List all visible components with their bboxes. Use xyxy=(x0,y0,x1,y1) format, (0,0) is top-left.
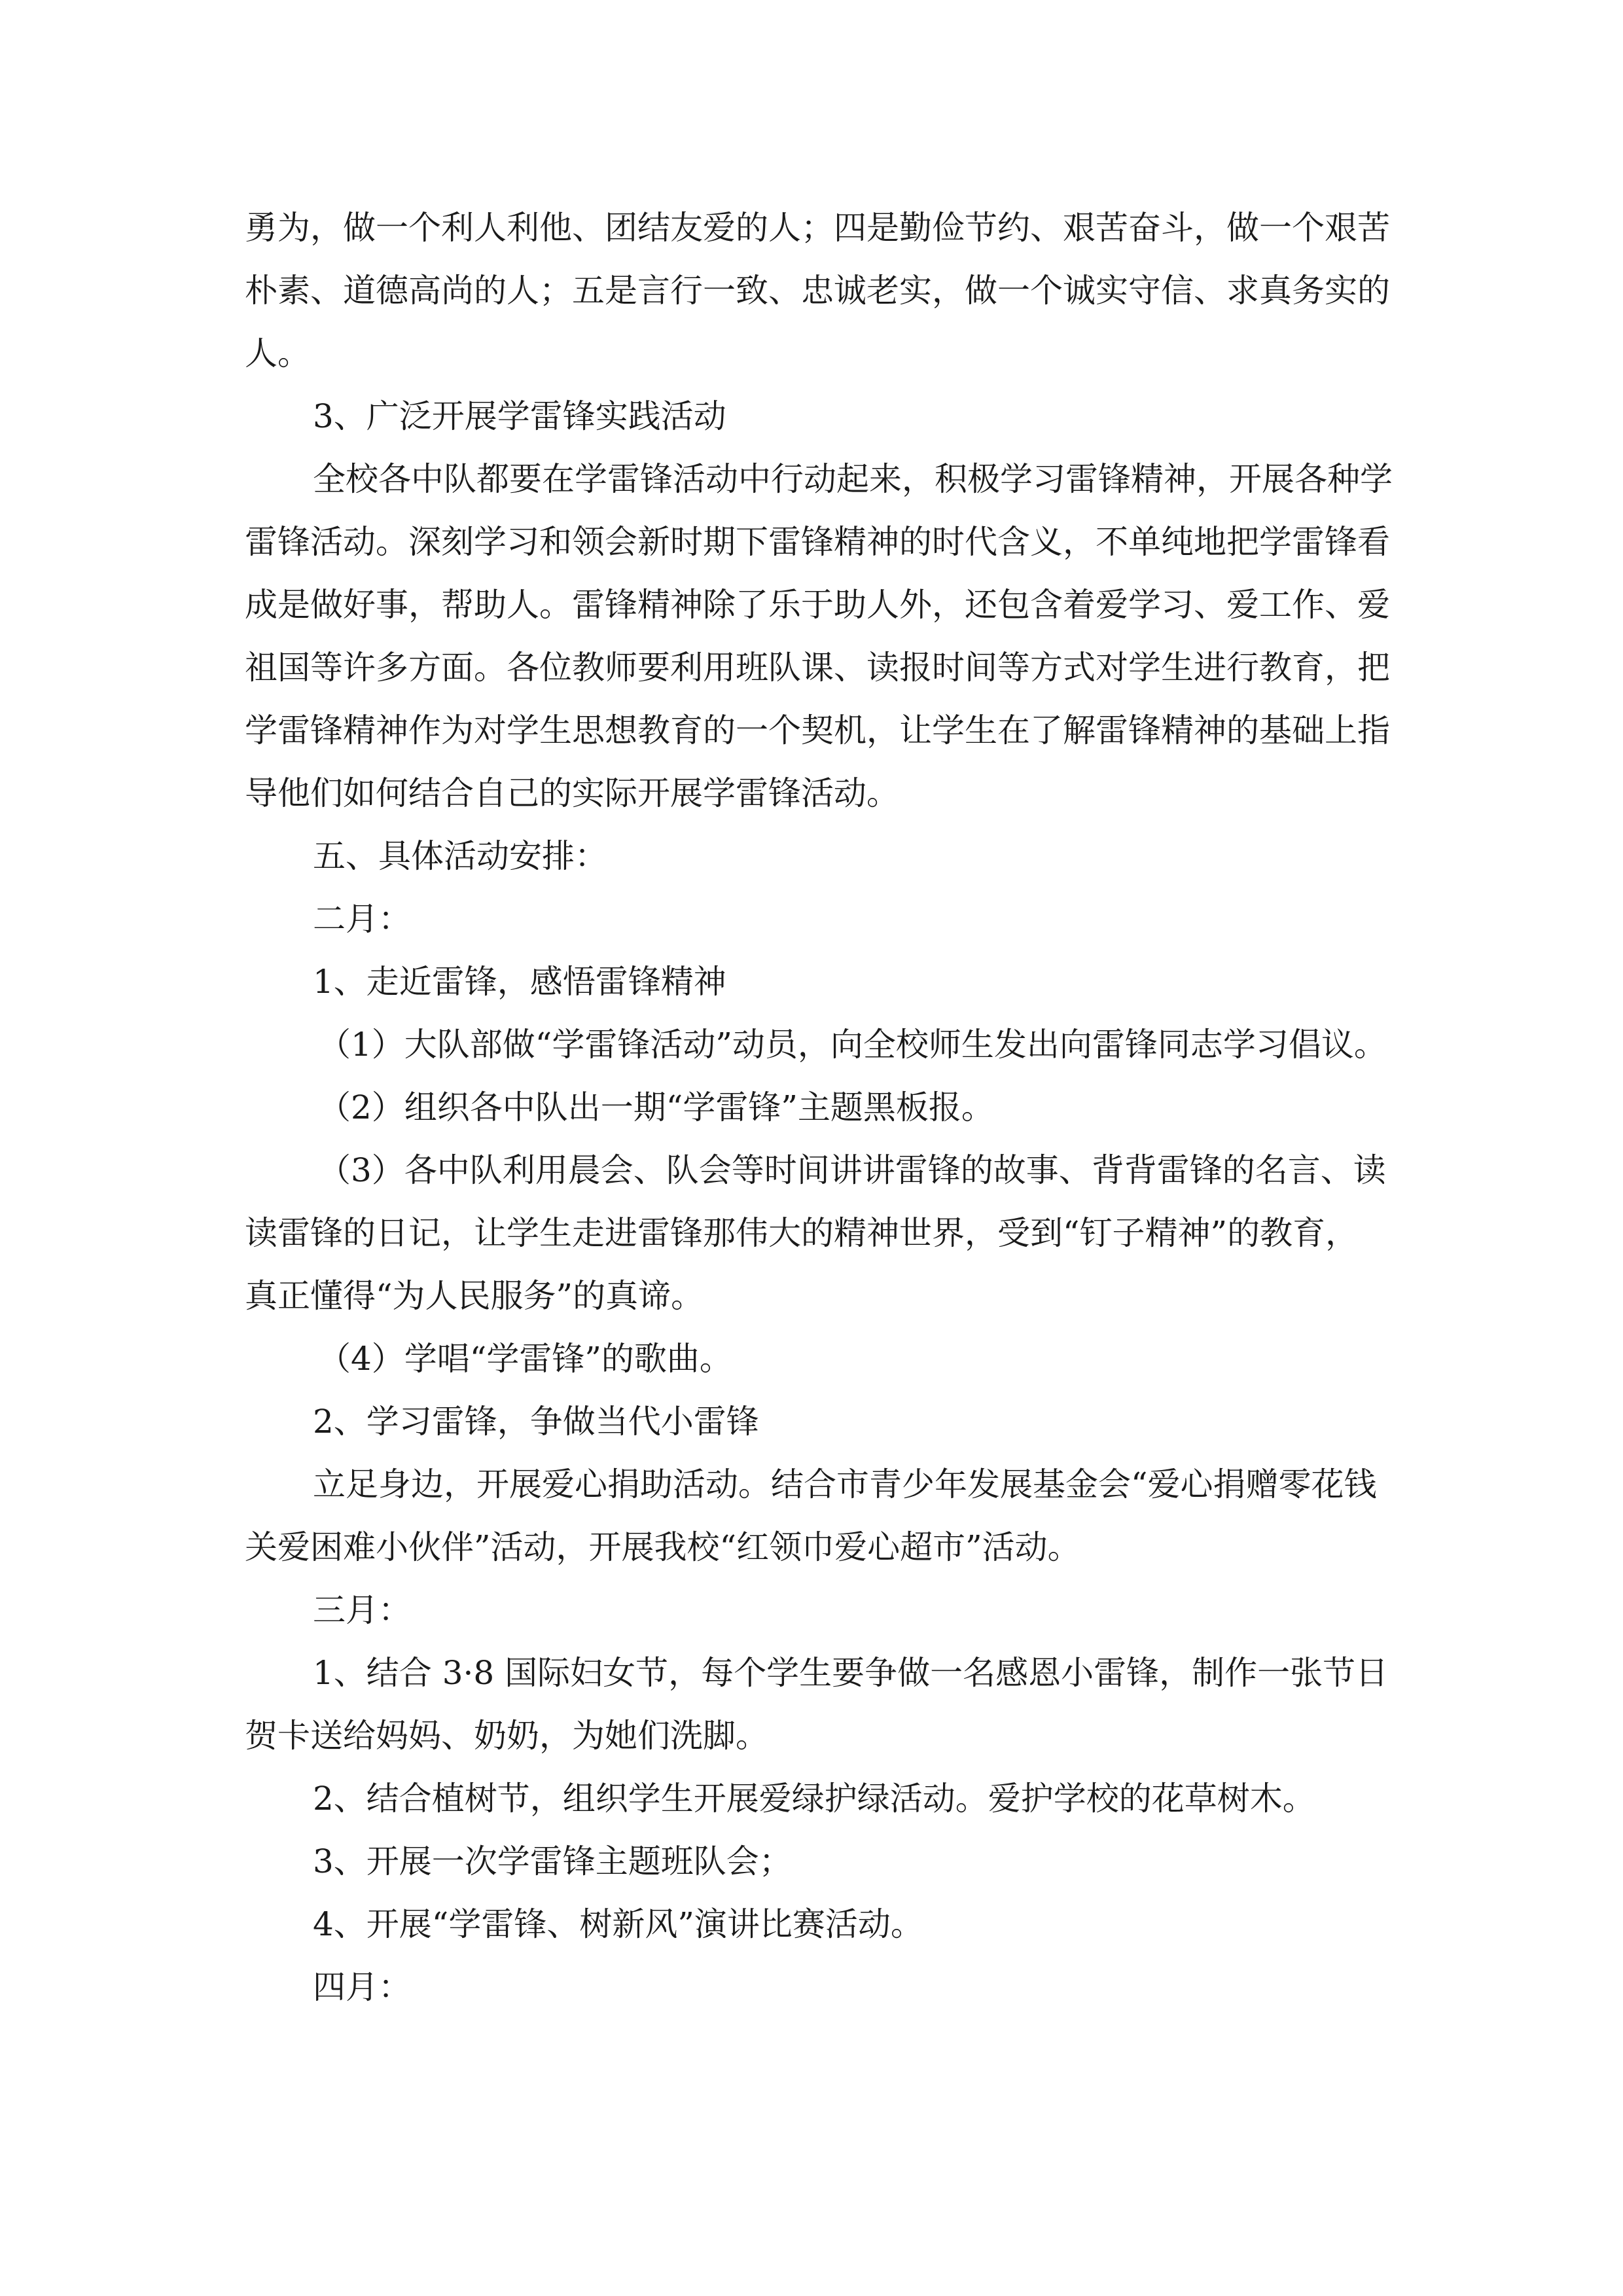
subsection-heading: 2、学习雷锋，争做当代小雷锋 xyxy=(313,1403,759,1441)
text-line: 真正懂得“为人民服务”的真谛。 xyxy=(245,1277,704,1315)
text-line: 勇为，做一个利人利他、团结友爱的人；四是勤俭节约、艰苦奋斗，做一个艰苦 xyxy=(245,209,1390,247)
month-heading: 二月： xyxy=(313,900,411,938)
list-item: （1）大队部做“学雷锋活动”动员，向全校师生发出向雷锋同志学习倡议。 xyxy=(318,1026,1387,1064)
text-line: 关爱困难小伙伴”活动，开展我校“红领巾爱心超市”活动。 xyxy=(245,1528,1080,1566)
document-body xyxy=(245,196,1397,2018)
section-heading: 五、具体活动安排： xyxy=(313,837,607,875)
text-line: 导他们如何结合自己的实际开展学雷锋活动。 xyxy=(245,774,899,812)
list-item: 4、开展“学雷锋、树新风”演讲比赛活动。 xyxy=(313,1905,923,1943)
text-line: 贺卡送给妈妈、奶奶，为她们洗脚。 xyxy=(245,1717,768,1755)
subsection-heading: 1、走近雷锋，感悟雷锋精神 xyxy=(313,963,726,1001)
list-item: 1、结合 3·8 国际妇女节，每个学生要争做一名感恩小雷锋，制作一张节日 xyxy=(313,1654,1389,1692)
text-line: 成是做好事，帮助人。雷锋精神除了乐于助人外，还包含着爱学习、爱工作、爱 xyxy=(245,586,1390,624)
text-line: 祖国等许多方面。各位教师要利用班队课、读报时间等方式对学生进行教育，把 xyxy=(245,649,1390,687)
list-item: （4）学唱“学雷锋”的歌曲。 xyxy=(318,1340,732,1378)
list-item: 3、开展一次学雷锋主题班队会； xyxy=(313,1842,792,1880)
text-line: 学雷锋精神作为对学生思想教育的一个契机，让学生在了解雷锋精神的基础上指 xyxy=(245,711,1390,749)
text-line: 读雷锋的日记，让学生走进雷锋那伟大的精神世界，受到“钉子精神”的教育， xyxy=(245,1214,1359,1252)
list-item: （3）各中队利用晨会、队会等时间讲讲雷锋的故事、背背雷锋的名言、读 xyxy=(318,1151,1386,1189)
list-item: （2）组织各中队出一期“学雷锋”主题黑板报。 xyxy=(318,1088,994,1126)
text-line: 雷锋活动。深刻学习和领会新时期下雷锋精神的时代含义，不单纯地把学雷锋看 xyxy=(245,523,1390,561)
month-heading: 三月： xyxy=(313,1591,411,1629)
month-heading: 四月： xyxy=(313,1968,411,2006)
text-line: 朴素、道德高尚的人；五是言行一致、忠诚老实，做一个诚实守信、求真务实的 xyxy=(245,272,1390,310)
text-line: 全校各中队都要在学雷锋活动中行动起来，积极学习雷锋精神，开展各种学 xyxy=(313,460,1393,498)
section-heading: 3、广泛开展学雷锋实践活动 xyxy=(313,397,726,435)
text-line: 人。 xyxy=(245,334,310,372)
list-item: 2、结合植树节，组织学生开展爱绿护绿活动。爱护学校的花草树木。 xyxy=(313,1780,1315,1818)
text-line: 立足身边，开展爱心捐助活动。结合市青少年发展基金会“爱心捐赠零花钱 xyxy=(313,1465,1377,1503)
